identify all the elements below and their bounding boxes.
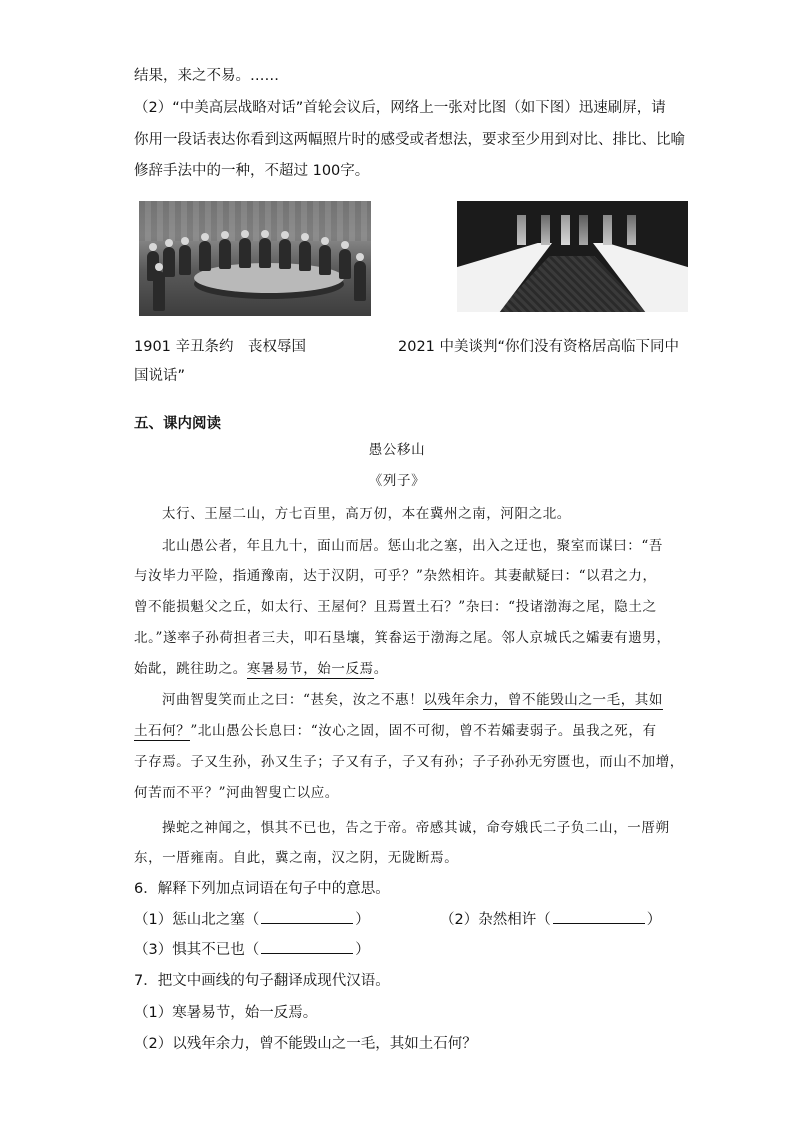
question-6-item-2: [440, 909, 661, 930]
passage-paragraph-1: 太行、王屋二山，方七百里，高万仞，本在冀州之南，河阳之北。: [162, 506, 571, 522]
passage-line: [162, 690, 663, 710]
caption-right-continued: 国说话”: [134, 368, 186, 384]
passage-text: 。: [373, 661, 388, 677]
passage-line: 操蛇之神闻之，惧其不已也，告之于帝。帝感其诚，命夸娥氏二子负二山，一厝朔: [162, 820, 670, 836]
caption-left: 1901 辛丑条约 丧权辱国: [134, 339, 307, 355]
passage-line: 北山愚公者，年且九十，面山而居。惩山北之塞，出入之迂也，聚室而谋曰：“吾: [162, 538, 664, 554]
photo-figure: [259, 238, 271, 268]
passage-line: 东，一厝雍南。自此，冀之南，汉之阴，无陇断焉。: [134, 850, 459, 866]
photo-figure: [299, 241, 311, 271]
photo-figure: [339, 249, 351, 279]
photo-flag: [579, 215, 588, 245]
question-6-item-3: [134, 939, 370, 960]
passage-text: ”北山愚公长息曰：“汝心之固，固不可彻，曾不若孀妻弱子。虽我之死，有: [190, 723, 657, 739]
passage-line: 曾不能损魁父之丘，如太行、王屋何？且焉置土石？”杂曰：“投诸渤海之尾，隐土之: [134, 599, 657, 615]
question-7: 7．把文中画线的句子翻译成现代汉语。: [134, 973, 390, 989]
answer-blank[interactable]: [553, 909, 645, 924]
photo-2021-talks: [457, 201, 688, 312]
question-2-line-3: 修辞手法中的一种，不超过 100字。: [134, 163, 370, 179]
question-6-item-1: [134, 909, 370, 930]
photo-flag: [627, 215, 636, 245]
photo-flag: [517, 215, 526, 245]
question-7-item-2: （2）以残年余力，曾不能毁山之一毛，其如土石何？: [134, 1036, 477, 1052]
passage-line: [134, 659, 388, 679]
passage-line: 北。”遂率子孙荷担者三夫，叩石垦壤，箕畚运于渤海之尾。邻人京城氏之孀妻有遗男，: [134, 630, 671, 646]
photo-flag: [541, 215, 550, 245]
photo-figure: [163, 247, 175, 277]
underlined-sentence: 以残年余力，曾不能毁山之一毛，其如: [423, 692, 664, 708]
photo-figure: [319, 245, 331, 275]
photo-1901-treaty: [139, 201, 371, 316]
caption-right: 2021 中美谈判“你们没有资格居高临下同中: [398, 339, 680, 355]
item-label-end: ）: [355, 942, 370, 958]
underlined-sentence: 土石何？: [134, 723, 191, 739]
question-2-line-1: （2）“中美高层战略对话”首轮会议后，网络上一张对比图（如下图）迅速刷屏，请: [134, 100, 666, 116]
photo-background: [139, 201, 371, 241]
passage-line: 何苦而不平？”河曲智叟亡以应。: [134, 785, 339, 801]
text-line: 结果，来之不易。……: [134, 68, 279, 84]
passage-text: 始龀，跳往助之。: [134, 661, 247, 677]
photo-figure: [239, 238, 251, 268]
photo-figure: [219, 239, 231, 269]
underlined-sentence: 寒暑易节，始一反焉: [246, 661, 374, 677]
photo-figure: [354, 261, 366, 301]
item-label: （1）惩山北之塞（: [134, 912, 260, 928]
photo-figure: [199, 241, 211, 271]
passage-title: 愚公移山: [368, 442, 426, 458]
passage-line: 子存焉。子又生孙，孙又生子；子又有子，子又有孙；子子孙孙无穷匮也，而山不加增，: [134, 754, 684, 770]
photo-flag: [603, 215, 612, 245]
section-heading: 五、课内阅读: [134, 416, 221, 432]
photo-flag: [561, 215, 570, 245]
passage-text: 河曲智叟笑而止之曰：“甚矣，汝之不惠！: [162, 692, 424, 708]
passage-author: 《列子》: [368, 473, 426, 489]
answer-blank[interactable]: [261, 939, 353, 954]
question-7-item-1: （1）寒暑易节，始一反焉。: [134, 1005, 318, 1021]
item-label-end: ）: [646, 912, 662, 928]
photo-figure: [179, 245, 191, 275]
answer-blank[interactable]: [261, 909, 353, 924]
passage-line: 与汝毕力平险，指通豫南，达于汉阴，可乎？”杂然相许。其妻献疑曰：“以君之力，: [134, 568, 657, 584]
passage-line: [134, 721, 657, 741]
item-label-end: ）: [355, 912, 370, 928]
question-6: 6．解释下列加点词语在句子中的意思。: [134, 881, 390, 897]
item-label: （2）杂然相许（: [440, 912, 551, 928]
question-2-line-2: 你用一段话表达你看到这两幅照片时的感受或者想法，要求至少用到对比、排比、比喻: [134, 132, 685, 148]
item-label: （3）惧其不已也（: [134, 942, 260, 958]
photo-figure: [279, 239, 291, 269]
photo-figure: [153, 271, 165, 311]
